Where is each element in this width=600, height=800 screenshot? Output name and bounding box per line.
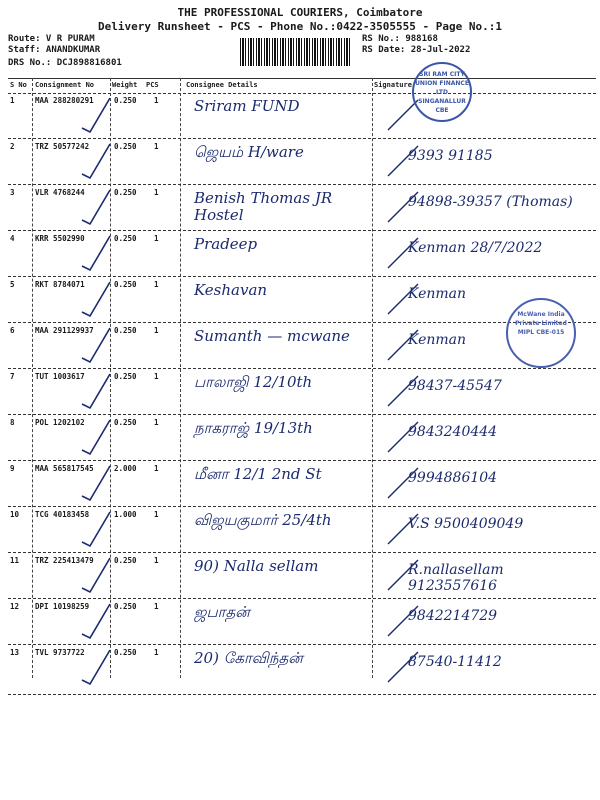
consignee-name: பாலாஜி 12/10th xyxy=(194,373,313,391)
table-row xyxy=(8,598,596,645)
delivery-stroke-icon xyxy=(384,416,424,456)
delivery-stroke-icon xyxy=(384,324,424,364)
consignee-name: மீனா 12/1 2nd St xyxy=(194,465,322,483)
consignment-number: TRZ 50577242 xyxy=(35,142,90,151)
consignee-name: Keshavan xyxy=(194,281,268,299)
receiver-signature: Kenman 28/7/2022 xyxy=(408,240,543,256)
consignment-number: MAA 288280291 xyxy=(35,96,94,105)
delivery-stroke-icon xyxy=(384,370,424,410)
col-weight: Weight xyxy=(112,81,138,89)
delivery-stroke-icon xyxy=(384,140,424,180)
table-row xyxy=(8,138,596,185)
staff: Staff: ANANDKUMAR xyxy=(8,45,101,55)
consignment-number: MAA 565817545 xyxy=(35,464,94,473)
delivery-stroke-icon xyxy=(384,646,424,686)
document-title: THE PROFESSIONAL COURIERS, Coimbatore xyxy=(177,6,423,19)
rs-number: RS No.: 988168 xyxy=(362,34,438,44)
receiver-signature: Kenman xyxy=(408,286,467,302)
consignee-name: 90) Nalla sellam xyxy=(194,557,319,575)
table-row xyxy=(8,230,596,277)
pieces: 1 xyxy=(154,142,159,151)
receiver-signature: 98437-45547 xyxy=(408,378,502,394)
serial-number: 10 xyxy=(10,510,20,519)
serial-number: 3 xyxy=(10,188,15,197)
table-row xyxy=(8,184,596,231)
consignee-name: 20) கோவிந்தன் xyxy=(194,649,303,667)
check-mark-icon xyxy=(78,416,114,456)
serial-number: 9 xyxy=(10,464,15,473)
pieces: 1 xyxy=(154,602,159,611)
col-sno: S No xyxy=(10,81,27,89)
mcwane-stamp: McWane India Private Limited MIPL CBE-015 xyxy=(506,298,576,368)
consignment-number: POL 1202102 xyxy=(35,418,85,427)
check-mark-icon xyxy=(78,508,114,548)
weight: 0.250 xyxy=(114,418,137,427)
consignee-name: நாகராஜ் 19/13th xyxy=(194,419,313,437)
weight: 0.250 xyxy=(114,188,137,197)
delivery-stroke-icon xyxy=(384,232,424,272)
weight: 0.250 xyxy=(114,648,137,657)
weight: 0.250 xyxy=(114,280,137,289)
pieces: 1 xyxy=(154,96,159,105)
weight: 0.250 xyxy=(114,142,137,151)
consignment-number: TCG 40183458 xyxy=(35,510,90,519)
check-mark-icon xyxy=(78,186,114,226)
table-row xyxy=(8,460,596,507)
barcode xyxy=(240,38,350,66)
serial-number: 4 xyxy=(10,234,15,243)
check-mark-icon xyxy=(78,600,114,640)
consignee-name: விஜயகுமார் 25/4th xyxy=(194,511,332,529)
delivery-stroke-icon xyxy=(384,278,424,318)
check-mark-icon xyxy=(78,94,114,134)
col-consignment: Consignment No xyxy=(35,81,95,89)
serial-number: 13 xyxy=(10,648,20,657)
pieces: 1 xyxy=(154,372,159,381)
consignment-number: RKT 8784071 xyxy=(35,280,85,289)
serial-number: 2 xyxy=(10,142,15,151)
receiver-signature: 9842214729 xyxy=(408,608,498,624)
serial-number: 1 xyxy=(10,96,15,105)
consignment-number: KRR 5502990 xyxy=(35,234,85,243)
consignment-number: VLR 4768244 xyxy=(35,188,85,197)
table-row xyxy=(8,276,596,323)
pieces: 1 xyxy=(154,280,159,289)
consignee-name: ஜபாதன் xyxy=(194,603,250,621)
serial-number: 6 xyxy=(10,326,15,335)
route: Route: V R PURAM xyxy=(8,34,95,44)
receiver-signature: Kenman xyxy=(408,332,467,348)
weight: 0.250 xyxy=(114,234,137,243)
check-mark-icon xyxy=(78,554,114,594)
col-details: Consignee Details xyxy=(186,81,258,89)
consignee-name: Pradeep xyxy=(194,235,258,253)
serial-number: 12 xyxy=(10,602,20,611)
table-row xyxy=(8,644,596,695)
check-mark-icon xyxy=(78,140,114,180)
consignment-number: TRZ 225413479 xyxy=(35,556,94,565)
pieces: 1 xyxy=(154,234,159,243)
table-row xyxy=(8,368,596,415)
pieces: 1 xyxy=(154,326,159,335)
delivery-stroke-icon xyxy=(384,462,424,502)
consignment-number: DPI 10198259 xyxy=(35,602,90,611)
receiver-signature: 9843240444 xyxy=(408,424,498,440)
consignment-number: MAA 291129937 xyxy=(35,326,94,335)
consignee-name: Sumanth — mcwane xyxy=(194,327,350,345)
serial-number: 7 xyxy=(10,372,15,381)
delivery-stroke-icon xyxy=(384,554,424,594)
check-mark-icon xyxy=(78,278,114,318)
pieces: 1 xyxy=(154,556,159,565)
weight: 1.000 xyxy=(114,510,137,519)
table-row xyxy=(8,506,596,553)
consignment-number: TUT 1003617 xyxy=(35,372,85,381)
receiver-signature: 87540-11412 xyxy=(408,654,502,670)
receiver-signature: V.S 9500409049 xyxy=(408,516,524,532)
consignment-number: TVL 9737722 xyxy=(35,648,85,657)
drs-number: DRS No.: DCJ898816801 xyxy=(8,58,122,68)
table-row xyxy=(8,552,596,599)
receiver-signature: 94898-39357 (Thomas) xyxy=(408,194,573,210)
check-mark-icon xyxy=(78,232,114,272)
weight: 2.000 xyxy=(114,464,137,473)
col-signature: Signature xyxy=(374,81,412,89)
table-row xyxy=(8,414,596,461)
weight: 0.250 xyxy=(114,602,137,611)
pieces: 1 xyxy=(154,188,159,197)
table-row xyxy=(8,92,596,139)
consignee-name: ஜெயம் H/ware xyxy=(194,143,304,161)
delivery-stroke-icon xyxy=(384,186,424,226)
delivery-stroke-icon xyxy=(384,508,424,548)
weight: 0.250 xyxy=(114,96,137,105)
pieces: 1 xyxy=(154,464,159,473)
receiver-signature: 9393 91185 xyxy=(408,148,493,164)
serial-number: 8 xyxy=(10,418,15,427)
rs-date: RS Date: 28-Jul-2022 xyxy=(362,45,471,55)
serial-number: 11 xyxy=(10,556,20,565)
receiver-signature: 9994886104 xyxy=(408,470,498,486)
col-pcs: PCS xyxy=(146,81,159,89)
check-mark-icon xyxy=(78,462,114,502)
consignee-name: Benish Thomas JR Hostel xyxy=(194,189,333,224)
weight: 0.250 xyxy=(114,326,137,335)
weight: 0.250 xyxy=(114,372,137,381)
pieces: 1 xyxy=(154,418,159,427)
document-subtitle: Delivery Runsheet - PCS - Phone No.:0422-3505555 - Page No.:1 xyxy=(98,20,502,33)
pieces: 1 xyxy=(154,510,159,519)
check-mark-icon xyxy=(78,370,114,410)
check-mark-icon xyxy=(78,324,114,364)
consignee-name: Sriram FUND xyxy=(194,97,300,115)
pieces: 1 xyxy=(154,648,159,657)
check-mark-icon xyxy=(78,646,114,686)
weight: 0.250 xyxy=(114,556,137,565)
receiver-signature: R.nallasellam 9123557616 xyxy=(408,562,504,594)
delivery-stroke-icon xyxy=(384,600,424,640)
serial-number: 5 xyxy=(10,280,15,289)
finance-stamp: SRI RAM CITY UNION FINANCE LTD SINGANALLUR CBE xyxy=(412,62,472,122)
